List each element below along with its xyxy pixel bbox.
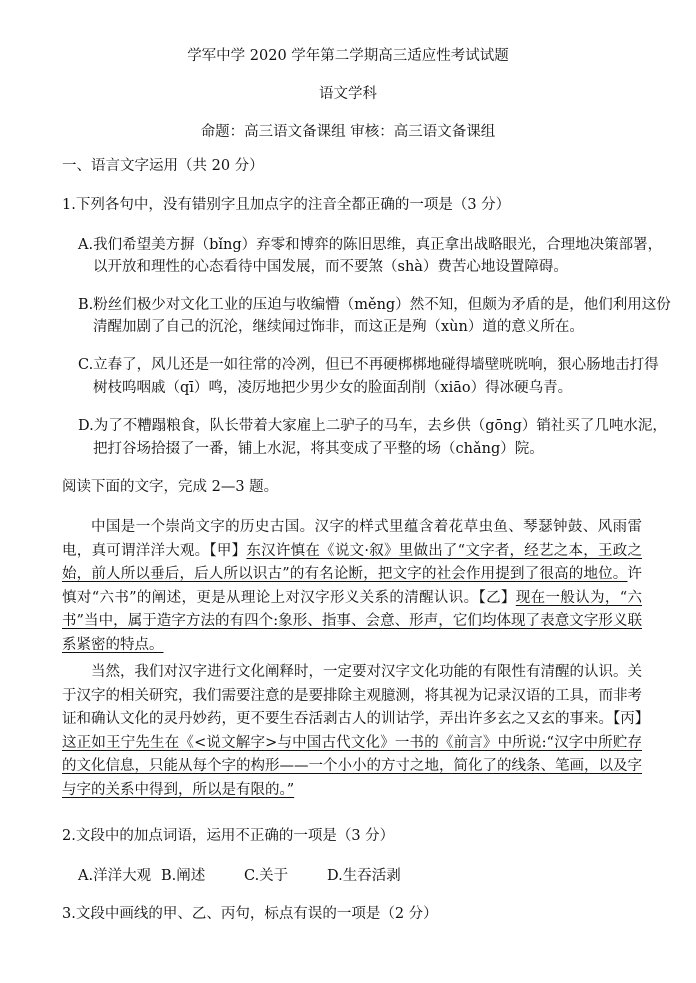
reading-instruction: 阅读下面的文字，完成 2—3 题。 — [62, 479, 279, 495]
question-1-option-b-line2: 清醒加剧了自己的沉沦，继续闻过饰非，而这正是殉（xùn）道的意义所在。 — [93, 319, 584, 335]
question-2-option-a: A.洋洋大观 — [78, 868, 152, 884]
reading-paragraph-2 — [62, 661, 650, 802]
question-2-stem: 2.文段中的加点词语，运用不正确的一项是（3 分） — [62, 828, 395, 844]
underlined-sentence-bing: 这正如王宁先生在《<说文解字>与中国古代文化》一书的《前言》中所说:“汉字中所贮存的文化信息，只能从每个字的构形——一个小小的方寸之地，简化了的线条、笔画，以及字与字的关系中得到，所以是有限的。” — [62, 734, 642, 798]
question-1-option-a-line1: A.我们希望美方摒（bǐng）弃零和博弈的陈旧思维，真正拿出战略眼光，合理地决策部署， — [78, 237, 663, 253]
question-1-option-d-line2: 把打谷场拾掇了一番，铺上水泥，将其变成了平整的场（chǎng）院。 — [93, 441, 544, 457]
exam-title: 学军中学 2020 学年第二学期高三适应性考试试题 — [187, 48, 509, 64]
question-3-stem: 3.文段中画线的甲、乙、丙句，标点有误的一项是（2 分） — [62, 906, 438, 922]
question-1-option-c-line2: 树枝呜咽戚（qī）鸣，凌厉地把少男少女的脸面刮削（xiāo）得冰硬乌青。 — [93, 380, 573, 396]
authors-line: 命题：高三语文备课组 审核：高三语文备课组 — [200, 124, 496, 140]
question-2-option-d: D.生吞活剥 — [327, 868, 401, 884]
paragraph-1-text-a: 中国是一个崇尚文字的历史古国。汉字的样式里蕴含着花草虫鱼、琴瑟钟鼓、风雨雷电，真可谓洋洋大观。【甲】 — [62, 519, 642, 559]
subject-heading: 语文学科 — [319, 86, 377, 102]
question-1-stem: 1.下列各句中，没有错别字且加点字的注音全都正确的一项是（3 分） — [62, 197, 511, 213]
question-2-options — [78, 866, 638, 886]
underlined-sentence-jia: 东汉许慎在《说文·叙》里做出了“文字者，经艺之本，王政之始，前人所以垂后，后人所以识古”的有名论断，把文字的社会作用提到了很高的地位。 — [62, 542, 643, 582]
question-1-option-d-line1: D.为了不糟蹋粮食，队长带着大家雇上二驴子的马车，去乡供（gōng）销社买了几吨水泥， — [78, 418, 667, 434]
reading-paragraph-1 — [62, 516, 642, 657]
question-2-option-b: B.阐述 — [161, 868, 206, 884]
underlined-sentence-yi: 现在一般认为，“六书”当中，属于造字方法的有四个:象形、指事、会意、形声，它们均体现了表意文字形义联系紧密的特点。 — [62, 589, 642, 653]
paragraph-2-text-a: 当然，我们对汉字进行文化阐释时，一定要对汉字文化功能的有限性有清醒的认识。关于汉字的相关研究，我们需要注意的是要排除主观臆测，将其视为记录汉语的工具，而非考证和确认文化的灵丹妙药，更不要生吞活剥古人的训诂学，弄出许多玄之又玄的事来。【丙】 — [62, 664, 650, 727]
question-1-option-a-line2: 以开放和理性的心态看待中国发展，而不要煞（shà）费苦心地设置障碍。 — [93, 259, 568, 275]
question-1-option-c-line1: C.立春了，风儿还是一如往常的冷冽，但已不再硬梆梆地碰得墙壁咣咣响，狠心肠地击打得 — [78, 357, 659, 373]
question-2-option-c: C.关于 — [244, 868, 289, 884]
section-heading: 一、语言文字运用（共 20 分） — [62, 158, 264, 174]
paragraph-1-text-c: 许慎对“六书”的阐述，更是从理论上对汉字形义关系的清醒认识。【乙】 — [62, 566, 642, 606]
question-1-option-b-line1: B.粉丝们极少对文化工业的压迫与收编懵（měng）然不知，但颇为矛盾的是，他们利用这份 — [78, 297, 671, 313]
